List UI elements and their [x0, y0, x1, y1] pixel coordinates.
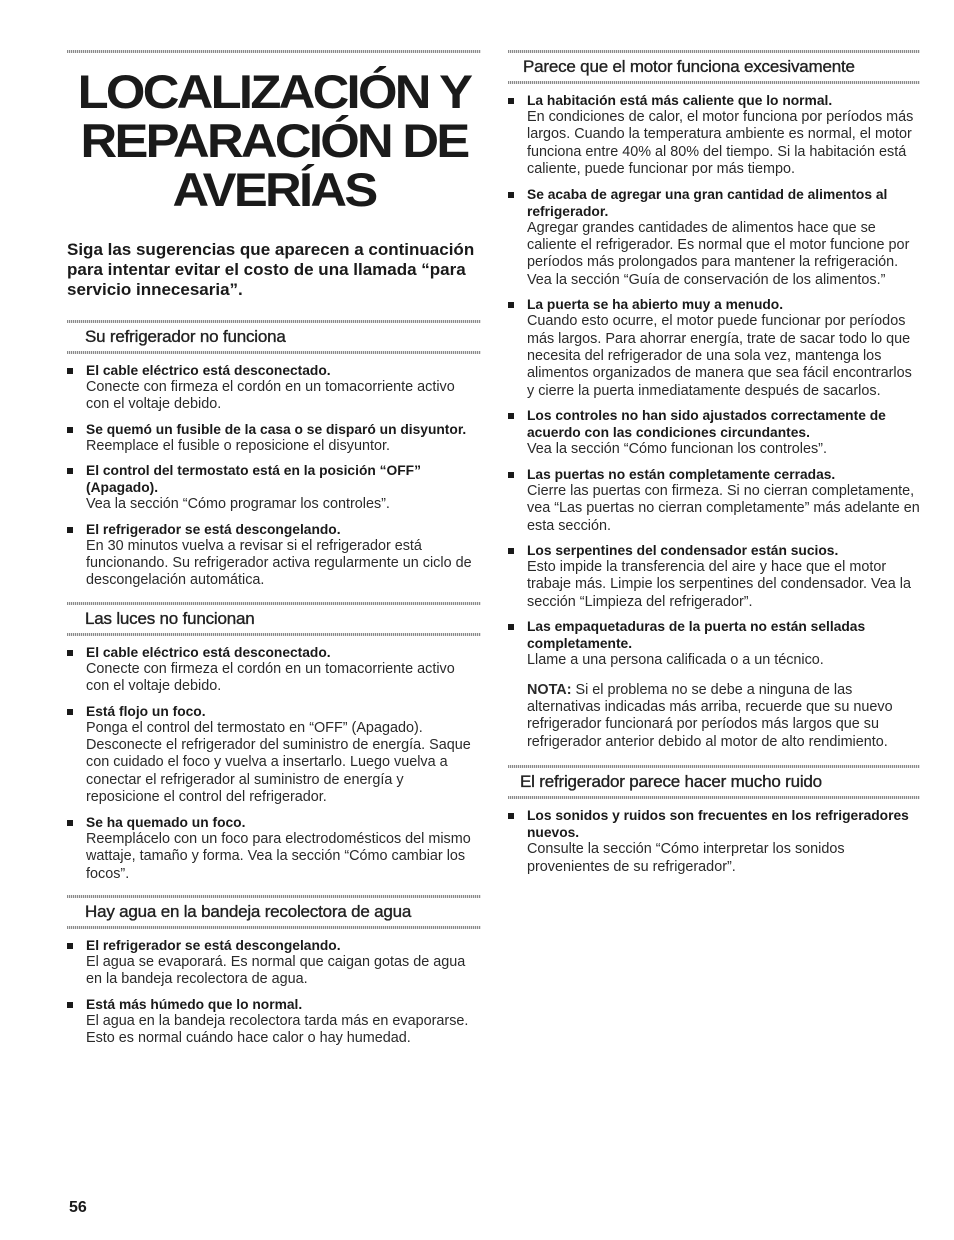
- item-list: [508, 92, 920, 670]
- item-title: Los sonidos y ruidos son frecuentes en los refrigeradores nuevos.: [527, 808, 909, 841]
- list-item: [67, 462, 481, 513]
- item-title: Las empaquetaduras de la puerta no están selladas completamente.: [527, 619, 866, 652]
- section-luces: [67, 602, 481, 883]
- page-title-line: LOCALIZACIÓN Y: [77, 65, 471, 118]
- item-title: La puerta se ha abierto muy a menudo.: [527, 297, 784, 313]
- item-text: Llame a una persona calificada o a un técnico.: [527, 652, 824, 669]
- bullet-square-icon: [508, 302, 514, 308]
- section-divider: [508, 765, 920, 768]
- section-divider: [67, 633, 481, 636]
- item-text: En 30 minutos vuelva a revisar si el refrigerador está funcionando. Su refrigerador activa regularmente un ciclo de descongelación automática.: [86, 537, 472, 589]
- section-divider: [508, 50, 920, 53]
- item-title: Se ha quemado un foco.: [86, 814, 246, 830]
- list-item: [67, 814, 481, 883]
- item-title: Las puertas no están completamente cerradas.: [527, 466, 836, 482]
- section-no-funciona: [67, 320, 481, 590]
- section-title: El refrigerador parece hacer mucho ruido: [520, 772, 822, 792]
- item-title: El control del termostato está en la posición “OFF” (Apagado).: [86, 463, 422, 496]
- section-divider: [67, 895, 481, 898]
- section-divider: [67, 320, 481, 323]
- section-divider: [508, 81, 920, 84]
- bullet-square-icon: [508, 472, 514, 478]
- list-item: [67, 362, 481, 414]
- bullet-square-icon: [508, 98, 514, 104]
- item-list: [508, 807, 920, 876]
- list-item: [67, 937, 481, 989]
- item-text: Vea la sección “Cómo funcionan los controles”.: [527, 441, 827, 458]
- list-item: [508, 407, 920, 458]
- bullet-square-icon: [67, 820, 73, 826]
- page-title-line: AVERÍAS: [172, 163, 376, 216]
- bullet-square-icon: [508, 548, 514, 554]
- item-text: Reemplácelo con un foco para electrodomésticos del mismo wattaje, tamaño y forma. Vea la sección “Cómo cambiar los focos”.: [86, 830, 471, 882]
- note-text: Si el problema no se debe a ninguna de las alternativas indicadas más arriba, recuerde que su nuevo refrigerador funcionará por períodos más largos que su refrigerador anterior debido al motor de alto rendimiento.: [527, 681, 893, 750]
- section-divider: [67, 926, 481, 929]
- bullet-square-icon: [67, 1002, 73, 1008]
- bullet-square-icon: [508, 413, 514, 419]
- page-number: 56: [69, 1199, 87, 1216]
- bullet-square-icon: [67, 709, 73, 715]
- bullet-square-icon: [67, 468, 73, 474]
- list-item: [508, 807, 920, 876]
- section-divider: [67, 351, 481, 354]
- item-list: [67, 362, 481, 590]
- bullet-square-icon: [67, 427, 73, 433]
- item-text: Reemplace el fusible o reposicione el disyuntor.: [86, 437, 390, 454]
- list-item: [508, 296, 920, 400]
- bullet-square-icon: [67, 527, 73, 533]
- section-title: Hay agua en la bandeja recolectora de agua: [85, 901, 412, 921]
- item-title: Se acaba de agregar una gran cantidad de alimentos al refrigerador.: [527, 186, 888, 219]
- page-title-line: REPARACIÓN DE: [80, 114, 468, 167]
- top-divider: [67, 50, 481, 53]
- section-divider: [508, 796, 920, 799]
- section-ruido: [508, 765, 920, 876]
- item-text: Ponga el control del termostato en “OFF” (Apagado). Desconecte el refrigerador del suministro de energía. Saque con cuidado el foco y vuelva a insertarlo. Luego vuelva a conectar el refrigerador al suministro de energía y reposicione el control del refrigerador.: [86, 719, 471, 806]
- list-item: [67, 644, 481, 696]
- section-agua: [67, 895, 481, 1048]
- item-title: Los controles no han sido ajustados correctamente de acuerdo con las condiciones circundantes.: [527, 408, 886, 441]
- item-list: [67, 644, 481, 883]
- item-text: Esto impide la transferencia del aire y hace que el motor trabaje más. Limpie los serpentines del condensador. Vea la sección “Limpieza del refrigerador”.: [527, 558, 911, 610]
- bullet-square-icon: [67, 650, 73, 656]
- list-item: [508, 618, 920, 669]
- item-title: El cable eléctrico está desconectado.: [86, 644, 331, 660]
- page-title: [50, 67, 497, 214]
- item-text: Vea la sección “Cómo programar los controles”.: [86, 496, 390, 513]
- list-item: [508, 466, 920, 535]
- list-item: [508, 92, 920, 179]
- item-title: El cable eléctrico está desconectado.: [86, 363, 331, 378]
- item-text: Cierre las puertas con firmeza. Si no cierran completamente, vea “Las puertas no cierran completamente” más adelante en esta sección.: [527, 482, 920, 534]
- item-text: El agua en la bandeja recolectora tarda más en evaporarse. Esto es normal cuándo hace calor o hay humedad.: [86, 1012, 469, 1047]
- list-item: [67, 421, 481, 455]
- note-label: NOTA:: [527, 681, 572, 698]
- item-text: El agua se evaporará. Es normal que caigan gotas de agua en la bandeja recolectora de agua.: [86, 953, 466, 988]
- note-paragraph: [508, 682, 920, 752]
- item-text: Conecte con firmeza el cordón en un tomacorriente activo con el voltaje debido.: [86, 379, 455, 413]
- list-item: [67, 521, 481, 590]
- bullet-square-icon: [508, 192, 514, 198]
- bullet-square-icon: [508, 813, 514, 819]
- section-title: Parece que el motor funciona excesivamente: [523, 57, 855, 76]
- item-text: Consulte la sección “Cómo interpretar los sonidos provenientes de su refrigerador”.: [527, 841, 845, 875]
- item-text: Cuando esto ocurre, el motor puede funcionar por períodos más largos. Para ahorrar energía, trate de sacar todo lo que necesita del refrigerador de una sola vez, mantenga los alimentos organizados de manera que sea fácil encontrarlos y cierre la puerta inmediatamente después de sacarlos.: [527, 313, 912, 399]
- list-item: [508, 186, 920, 290]
- item-title: Está flojo un foco.: [86, 703, 206, 719]
- right-column: [508, 50, 920, 888]
- bullet-square-icon: [508, 624, 514, 630]
- item-list: [67, 937, 481, 1048]
- item-text: Agregar grandes cantidades de alimentos hace que se caliente el refrigerador. Es normal que el motor funcione por períodos más prolongados para mantener la refrigeración. Vea la sección “Guía de conservación de los alimentos.”: [527, 219, 910, 288]
- item-title: Está más húmedo que lo normal.: [86, 996, 303, 1012]
- bullet-square-icon: [67, 943, 73, 949]
- section-title: Su refrigerador no funciona: [85, 327, 286, 346]
- bullet-square-icon: [67, 368, 73, 374]
- item-title: El refrigerador se está descongelando.: [86, 937, 341, 953]
- item-title: Se quemó un fusible de la casa o se disparó un disyuntor.: [86, 421, 467, 437]
- section-divider: [67, 602, 481, 605]
- item-title: Los serpentines del condensador están sucios.: [527, 542, 839, 558]
- item-text: Conecte con firmeza el cordón en un tomacorriente activo con el voltaje debido.: [86, 660, 455, 695]
- section-title: Las luces no funcionan: [85, 608, 255, 628]
- left-column: [67, 50, 481, 1060]
- list-item: [508, 542, 920, 611]
- item-title: La habitación está más caliente que lo normal.: [527, 93, 833, 108]
- list-item: [67, 996, 481, 1048]
- intro-paragraph: Siga las sugerencias que aparecen a continuación para intentar evitar el costo de una llamada “para servicio innecesaria”.: [67, 240, 475, 299]
- list-item: [67, 703, 481, 807]
- item-title: El refrigerador se está descongelando.: [86, 521, 341, 537]
- section-motor: [508, 50, 920, 751]
- item-text: En condiciones de calor, el motor funciona por períodos más largos. Cuando la temperatura ambiente es normal, el motor funciona entre 40% al 80% del tiempo. Si la habitación está caliente, puede funcionar por más tiempo.: [527, 109, 914, 178]
